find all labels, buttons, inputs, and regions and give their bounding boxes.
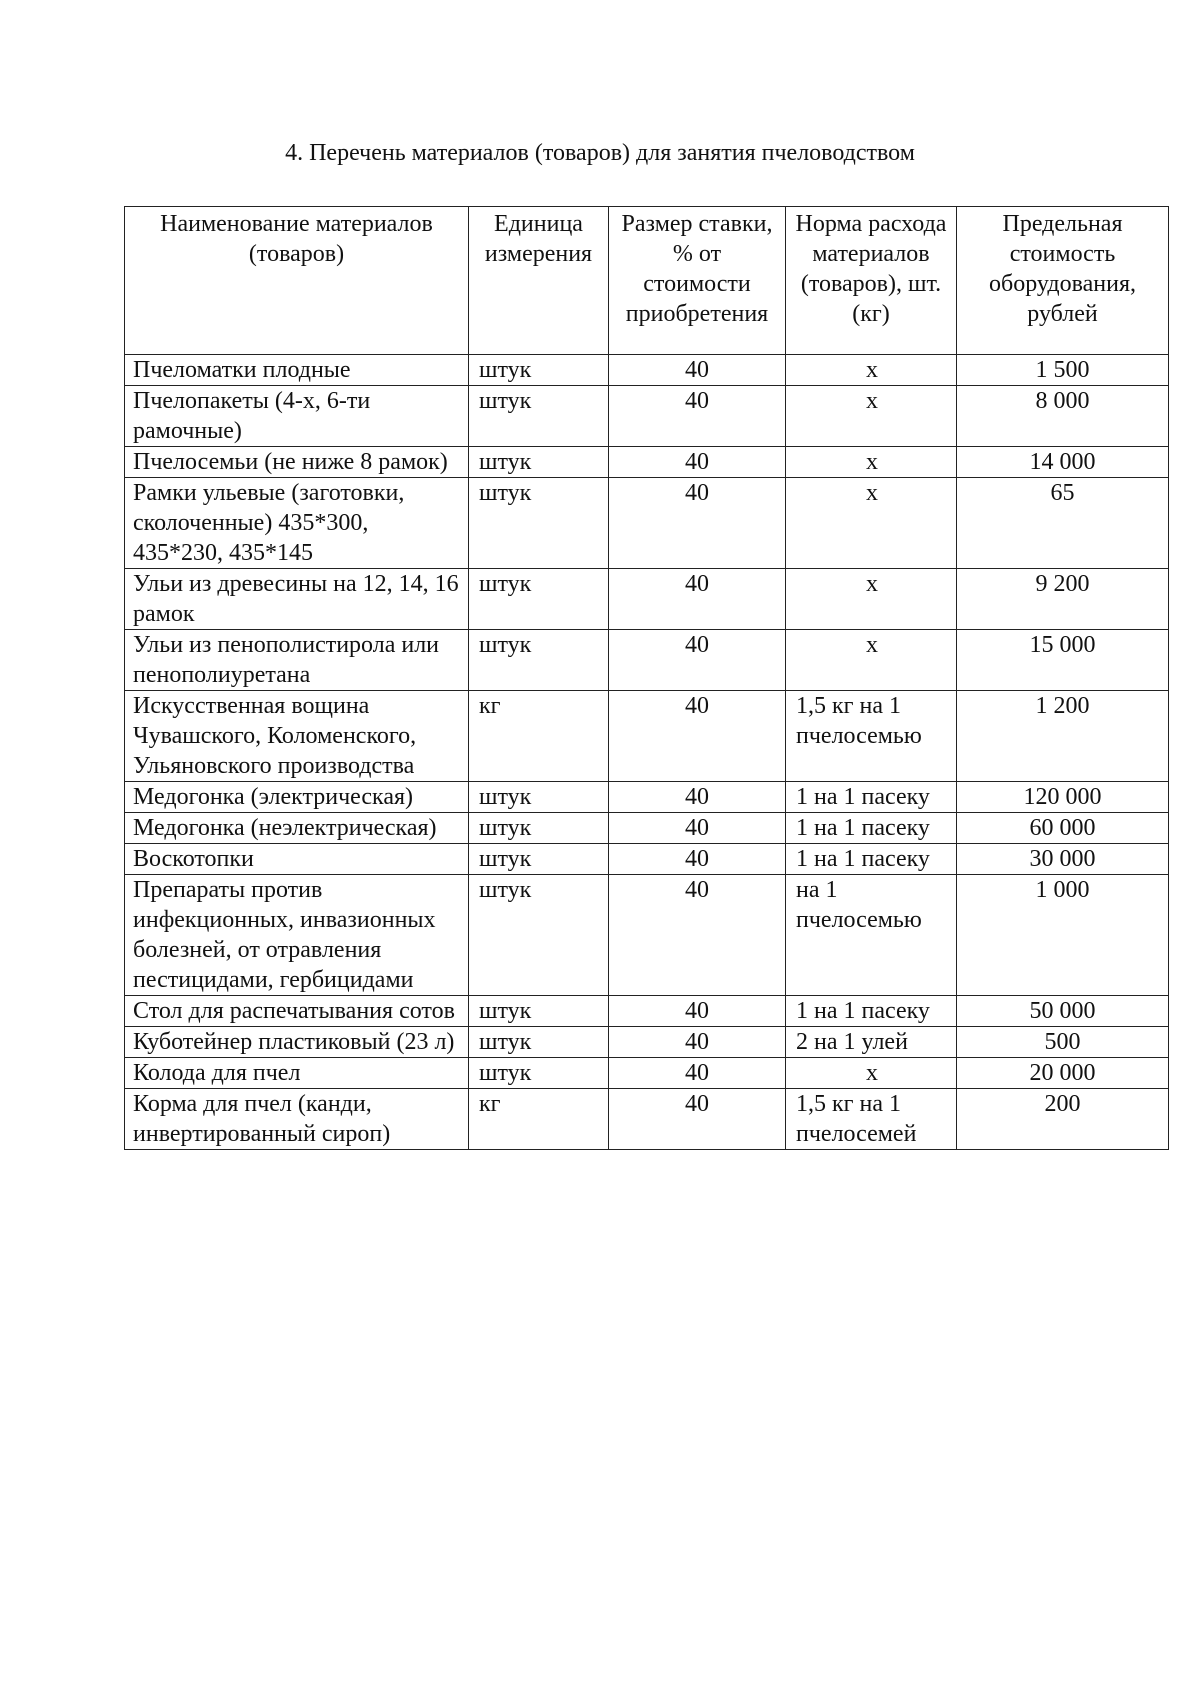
table-row [125, 875, 1169, 996]
cell-price: 8 000 [957, 386, 1169, 447]
header-unit: Единица измерения [469, 207, 609, 355]
cell-name: Искусственная вощина Чувашского, Коломенского, Ульяновского производства [125, 691, 469, 782]
cell-price: 65 [957, 478, 1169, 569]
cell-price: 200 [957, 1089, 1169, 1150]
cell-rate: 40 [609, 355, 786, 386]
table-row [125, 691, 1169, 782]
table-row [125, 782, 1169, 813]
cell-norm: х [786, 569, 957, 630]
cell-rate: 40 [609, 844, 786, 875]
header-norm: Норма расхода материалов (товаров), шт. (кг) [786, 207, 957, 355]
cell-name: Пчелосемьи (не ниже 8 рамок) [125, 447, 469, 478]
cell-norm: на 1 пчелосемью [786, 875, 957, 996]
cell-unit: штук [469, 478, 609, 569]
cell-rate: 40 [609, 1089, 786, 1150]
table-row [125, 1027, 1169, 1058]
cell-price: 20 000 [957, 1058, 1169, 1089]
header-rate: Размер ставки, % от стоимости приобретения [609, 207, 786, 355]
cell-unit: штук [469, 447, 609, 478]
cell-price: 1 500 [957, 355, 1169, 386]
cell-unit: штук [469, 355, 609, 386]
cell-price: 9 200 [957, 569, 1169, 630]
table-row [125, 478, 1169, 569]
cell-rate: 40 [609, 447, 786, 478]
table-row [125, 386, 1169, 447]
cell-rate: 40 [609, 478, 786, 569]
cell-norm: х [786, 447, 957, 478]
table-header-row [125, 207, 1169, 355]
cell-price: 500 [957, 1027, 1169, 1058]
cell-norm: х [786, 386, 957, 447]
header-price: Предельная стоимость оборудования, рублей [957, 207, 1169, 355]
cell-price: 1 200 [957, 691, 1169, 782]
cell-name: Корма для пчел (канди, инвертированный сироп) [125, 1089, 469, 1150]
cell-unit: штук [469, 386, 609, 447]
cell-unit: кг [469, 691, 609, 782]
cell-norm: х [786, 630, 957, 691]
cell-name: Рамки ульевые (заготовки, сколоченные) 435*300, 435*230, 435*145 [125, 478, 469, 569]
cell-price: 1 000 [957, 875, 1169, 996]
cell-unit: штук [469, 782, 609, 813]
cell-price: 120 000 [957, 782, 1169, 813]
cell-name: Воскотопки [125, 844, 469, 875]
cell-name: Куботейнер пластиковый (23 л) [125, 1027, 469, 1058]
cell-rate: 40 [609, 691, 786, 782]
cell-norm: 1 на 1 пасеку [786, 813, 957, 844]
cell-name: Пчеломатки плодные [125, 355, 469, 386]
table-row [125, 447, 1169, 478]
table-row [125, 996, 1169, 1027]
table-row [125, 813, 1169, 844]
cell-rate: 40 [609, 875, 786, 996]
table-row [125, 1058, 1169, 1089]
cell-rate: 40 [609, 569, 786, 630]
table-row [125, 355, 1169, 386]
page-title: 4. Перечень материалов (товаров) для занятия пчеловодством [285, 140, 915, 166]
cell-name: Ульи из пенополистирола или пенополиуретана [125, 630, 469, 691]
table-row [125, 844, 1169, 875]
cell-price: 50 000 [957, 996, 1169, 1027]
cell-rate: 40 [609, 782, 786, 813]
cell-name: Ульи из древесины на 12, 14, 16 рамок [125, 569, 469, 630]
cell-price: 14 000 [957, 447, 1169, 478]
cell-name: Препараты против инфекционных, инвазионных болезней, от отравления пестицидами, гербицидами [125, 875, 469, 996]
cell-rate: 40 [609, 996, 786, 1027]
cell-name: Медогонка (электрическая) [125, 782, 469, 813]
cell-norm: 2 на 1 улей [786, 1027, 957, 1058]
materials-table [124, 206, 1169, 1150]
cell-unit: штук [469, 996, 609, 1027]
cell-unit: кг [469, 1089, 609, 1150]
table-row [125, 569, 1169, 630]
cell-price: 60 000 [957, 813, 1169, 844]
cell-norm: х [786, 1058, 957, 1089]
cell-norm: 1,5 кг на 1 пчелосемью [786, 691, 957, 782]
table-row [125, 630, 1169, 691]
cell-unit: штук [469, 630, 609, 691]
cell-rate: 40 [609, 1027, 786, 1058]
cell-unit: штук [469, 1027, 609, 1058]
cell-price: 30 000 [957, 844, 1169, 875]
cell-unit: штук [469, 875, 609, 996]
cell-name: Стол для распечатывания сотов [125, 996, 469, 1027]
cell-unit: штук [469, 1058, 609, 1089]
header-name: Наименование материалов (товаров) [125, 207, 469, 355]
table-row [125, 1089, 1169, 1150]
cell-norm: 1,5 кг на 1 пчелосемей [786, 1089, 957, 1150]
cell-norm: х [786, 478, 957, 569]
cell-norm: 1 на 1 пасеку [786, 844, 957, 875]
cell-rate: 40 [609, 630, 786, 691]
cell-name: Пчелопакеты (4-х, 6-ти рамочные) [125, 386, 469, 447]
cell-name: Колода для пчел [125, 1058, 469, 1089]
cell-rate: 40 [609, 1058, 786, 1089]
cell-unit: штук [469, 569, 609, 630]
cell-unit: штук [469, 813, 609, 844]
cell-rate: 40 [609, 813, 786, 844]
cell-norm: х [786, 355, 957, 386]
cell-rate: 40 [609, 386, 786, 447]
cell-name: Медогонка (неэлектрическая) [125, 813, 469, 844]
cell-norm: 1 на 1 пасеку [786, 782, 957, 813]
cell-unit: штук [469, 844, 609, 875]
cell-norm: 1 на 1 пасеку [786, 996, 957, 1027]
cell-price: 15 000 [957, 630, 1169, 691]
